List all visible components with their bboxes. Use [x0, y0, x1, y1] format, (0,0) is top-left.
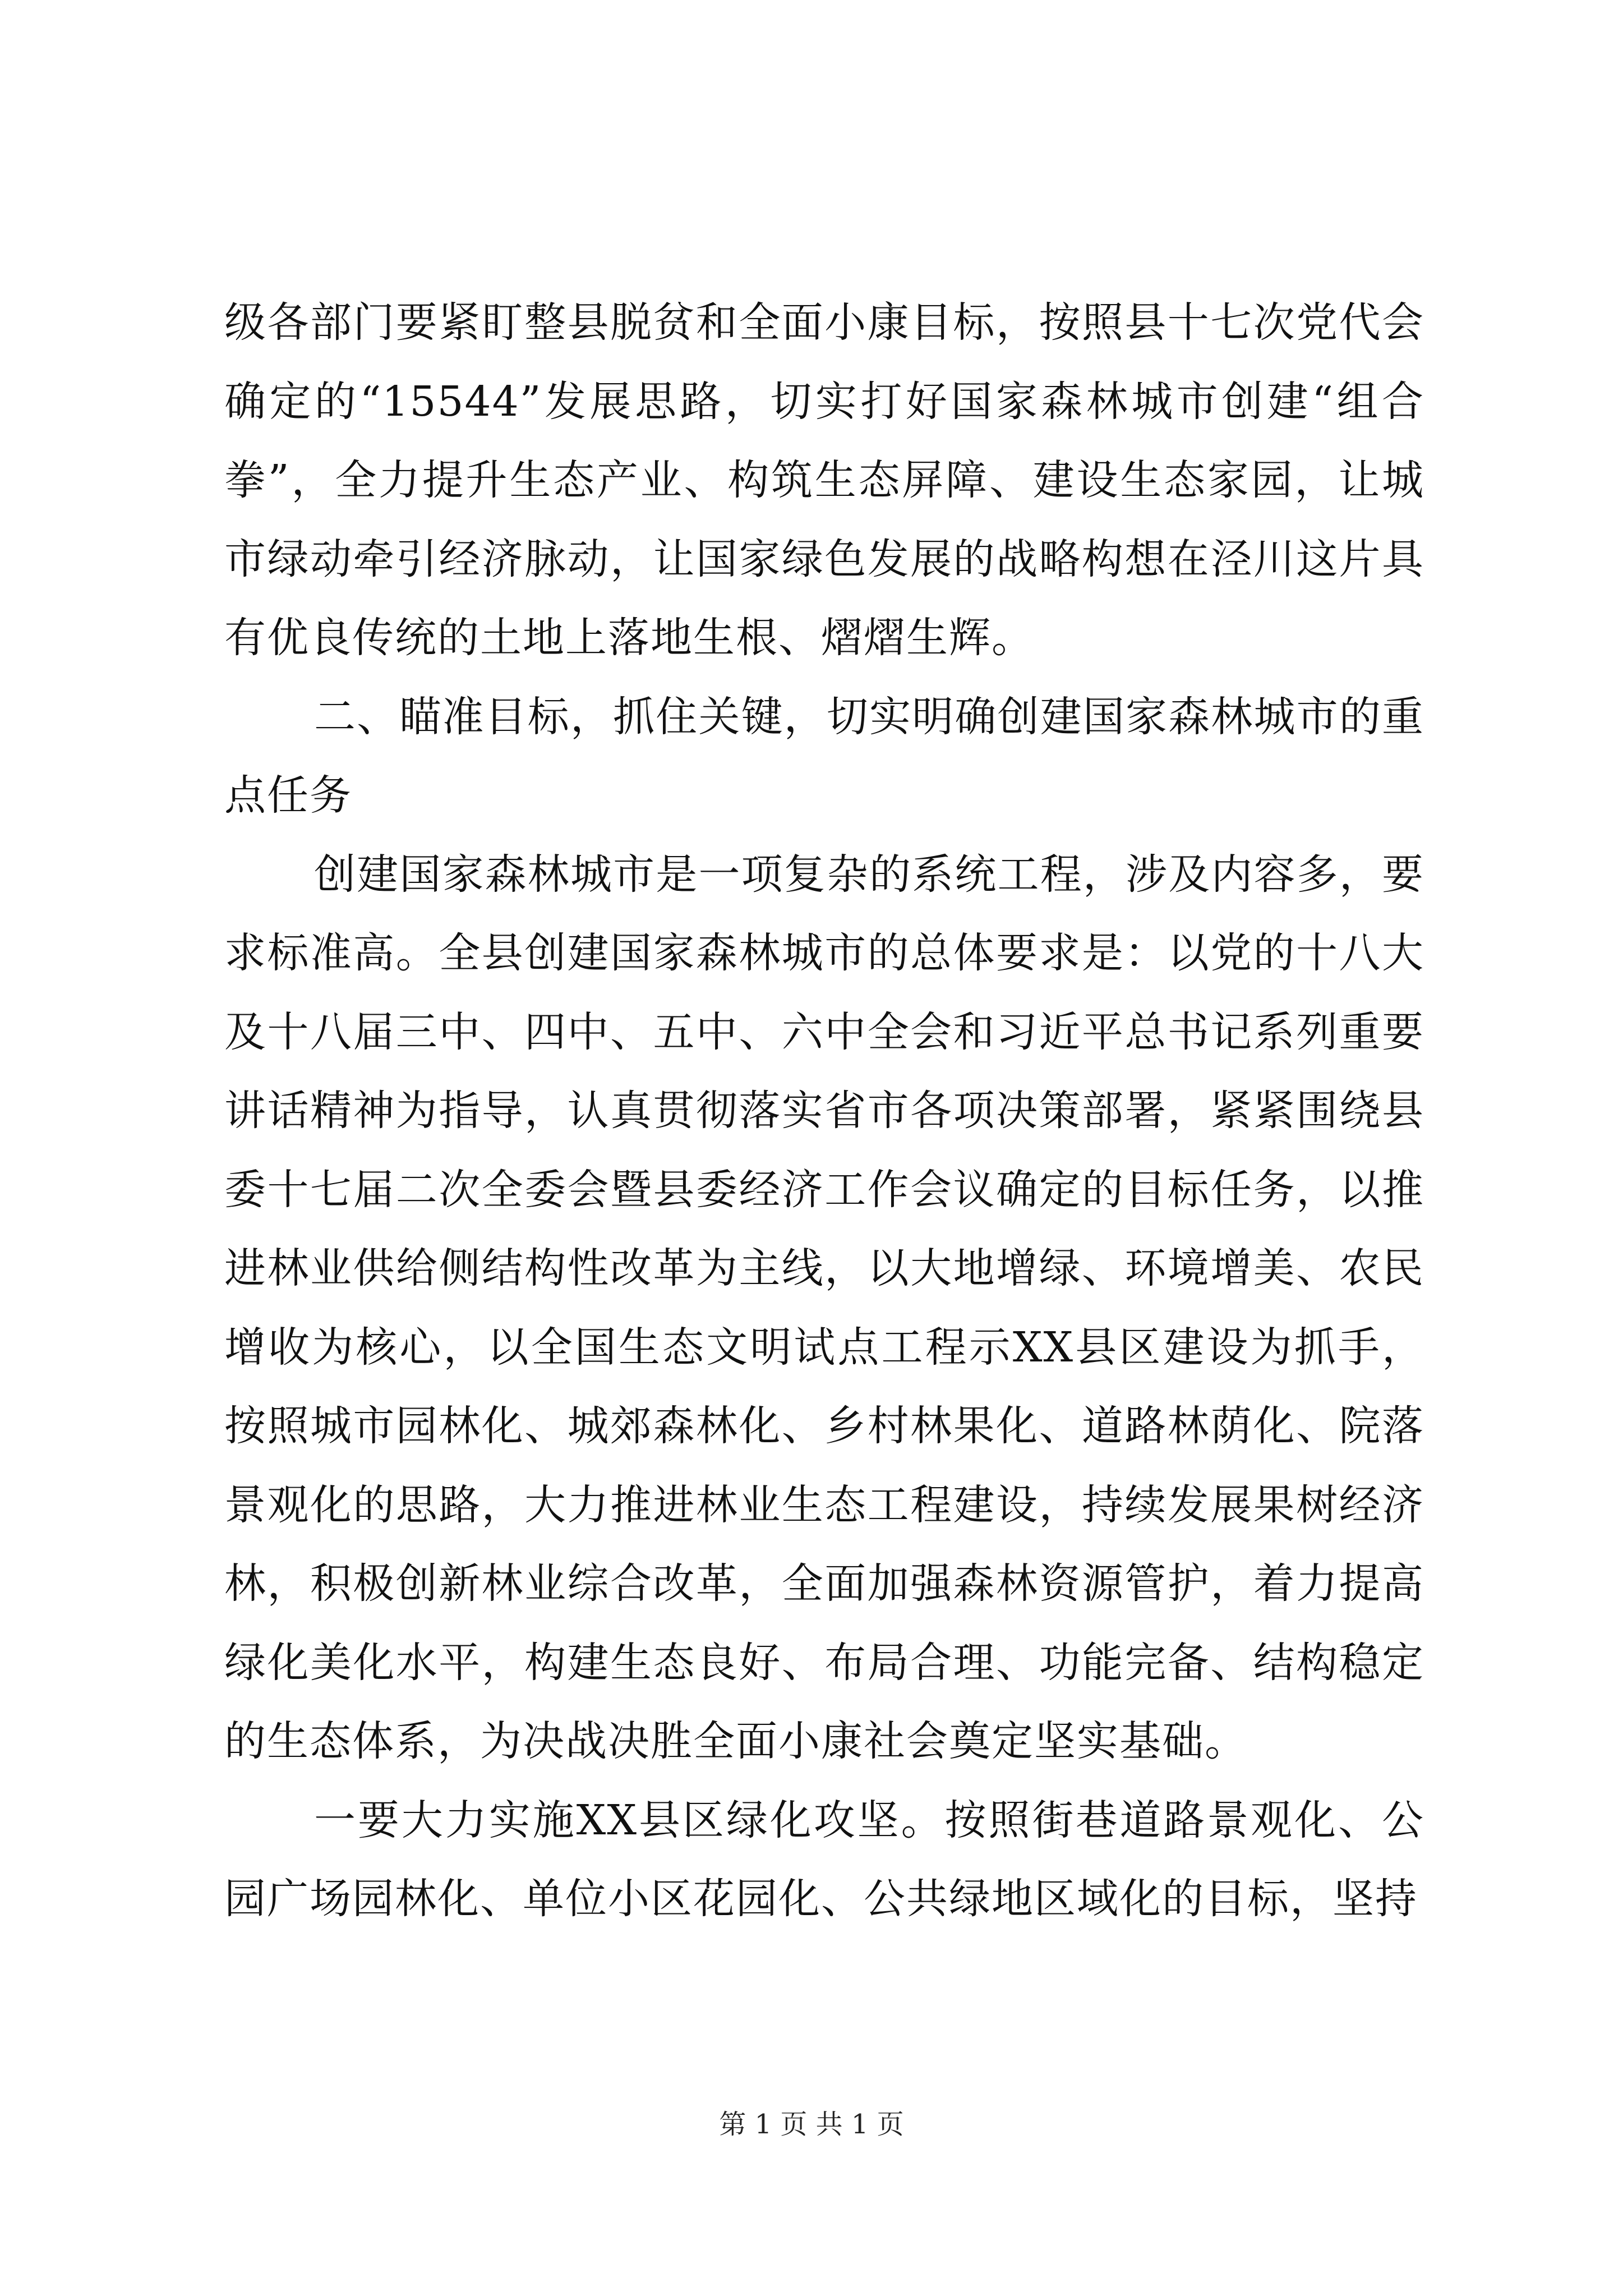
paragraph-requirements: 创建国家森林城市是一项复杂的系统工程，涉及内容多，要求标准高。全县创建国家森林城市的总体要求是：以党的十八大及十八届三中、四中、五中、六中全会和习近平总书记系列重要讲话精神为指导，认真贯彻落实省市各项决策部署，紧紧围绕县委十七届二次全委会暨县委经济工作会议确定的目标任务，以推进林业供给侧结构性改革为主线，以大地增绿、环境增美、农民增收为核心，以全国生态文明试点工程示XX县区建设为抓手，按照城市园林化、城郊森林化、乡村林果化、道路林荫化、院落景观化的思路，大力推进林业生态工程建设，持续发展果树经济林，积极创新林业综合改革，全面加强森林资源管护，着力提高绿化美化水平，构建生态良好、布局合理、功能完备、结构稳定的生态体系，为决战决胜全面小康社会奠定坚实基础。 [224, 850, 1424, 1765]
paragraph-task-one: 一要大力实施XX县区绿化攻坚。按照街巷道路景观化、公园广场园林化、单位小区花园化、公共绿地区域化的目标，坚持 [224, 1796, 1424, 1923]
section-heading: 二、瞄准目标，抓住关键，切实明确创建国家森林城市的重点任务 [224, 692, 1424, 820]
document-body [224, 283, 1424, 1939]
page-footer: 第 1 页 共 1 页 [719, 2109, 904, 2140]
paragraph-continuation: 级各部门要紧盯整县脱贫和全面小康目标，按照县十七次党代会确定的“15544”发展思路，切实打好国家森林城市创建“组合拳”，全力提升生态产业、构筑生态屏障、建设生态家园，让城市绿动牵引经济脉动，让国家绿色发展的战略构想在泾川这片具有优良传统的土地上落地生根、熠熠生辉。 [224, 298, 1424, 662]
